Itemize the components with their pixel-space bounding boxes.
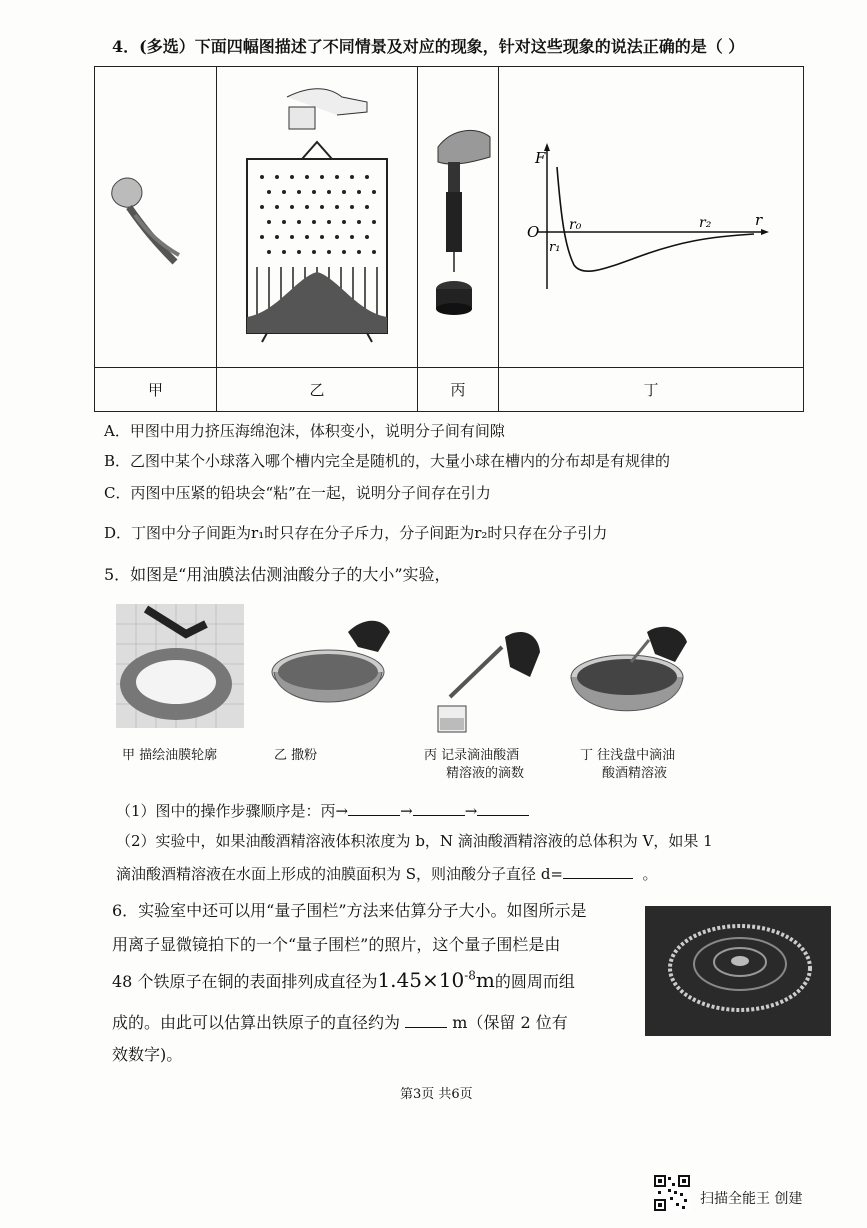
step-blank-1[interactable] xyxy=(348,801,400,816)
step-blank-3[interactable] xyxy=(477,801,529,816)
q4-figure-table xyxy=(94,66,804,412)
q6-line5: 效数字)。 xyxy=(112,1045,183,1064)
q6-line2: 用离子显微镜拍下的一个“量子围栏”的照片，这个量子围栏是由 xyxy=(112,935,561,954)
sponge-squeeze-image xyxy=(95,67,214,365)
caption-yi: 乙 xyxy=(217,368,418,412)
option-c: C．丙图中压紧的铅块会“粘”在一起，说明分子间存在引力 xyxy=(104,484,491,502)
r1-label: r₁ xyxy=(549,240,561,255)
photo-caption-jia: 甲 描绘油膜轮廓 xyxy=(122,748,218,763)
quantum-corral-photo xyxy=(645,906,831,1036)
lead-blocks-image xyxy=(418,67,496,365)
figure-yi-cell xyxy=(217,67,418,368)
option-d: D．丁图中分子间距为r₁时只存在分子斥力，分子间距为r₂时只存在分子引力 xyxy=(104,524,608,542)
option-a: A．甲图中用力挤压海绵泡沫，体积变小，说明分子间有间隙 xyxy=(104,422,505,440)
figure-ding-cell xyxy=(499,67,804,368)
r0-label: r₀ xyxy=(569,217,582,233)
r-label: r xyxy=(755,211,763,229)
force-curve xyxy=(557,167,754,271)
iron-diameter-blank[interactable] xyxy=(405,1013,447,1028)
galton-board-image xyxy=(217,67,415,365)
q5-sub1: （1）图中的操作步骤顺序是：丙→ → → xyxy=(116,800,529,821)
photo-count-drops xyxy=(430,622,542,734)
figure-jia-cell xyxy=(95,67,217,368)
photo-trace-film xyxy=(116,604,244,728)
question-5-title: 5．如图是“用油膜法估测油酸分子的大小”实验， xyxy=(104,565,451,584)
qr-code-icon xyxy=(654,1175,690,1211)
photo-sprinkle-powder xyxy=(268,612,394,728)
question-4-title: 4．(多选）下面四幅图描述了不同情景及对应的现象，针对这些现象的说法正确的是（ ） xyxy=(112,37,745,56)
caption-jia: 甲 xyxy=(95,368,217,412)
caption-bing: 丙 xyxy=(418,368,499,412)
photo-drip-solution xyxy=(567,622,695,732)
r2-label: r₂ xyxy=(699,215,712,231)
page-footer: 第3页 共6页 xyxy=(400,1087,473,1102)
f-label: F xyxy=(535,149,546,167)
photo-caption-bing: 丙 记录滴油酸酒 精溶液的滴数 xyxy=(424,748,525,781)
photo-caption-ding: 丁 往浅盘中滴油 酸酒精溶液 xyxy=(580,748,676,781)
galton-pegs xyxy=(260,175,376,254)
option-b: B．乙图中某个小球落入哪个槽内完全是随机的，大量小球在槽内的分布却是有规律的 xyxy=(104,452,671,470)
q6-line1: 6．实验室中还可以用“量子围栏”方法来估算分子大小。如图所示是 xyxy=(112,901,587,920)
q5-sub2-line1: （2）实验中，如果油酸酒精溶液体积浓度为 b，N 滴油酸酒精溶液的总体积为 V，如果 1 xyxy=(116,832,713,850)
caption-ding: 丁 xyxy=(499,368,804,412)
scanner-watermark: 扫描全能王 创建 xyxy=(700,1191,803,1207)
q6-line3: 48 个铁原子在铜的表面排列成直径为$1.45\times 10^{-8}m$的圆周而组 xyxy=(112,968,575,992)
step-blank-2[interactable] xyxy=(413,801,465,816)
q5-sub2-line2: 滴油酸酒精溶液在水面上形成的油膜面积为 S，则油酸分子直径 d= 。 xyxy=(116,865,658,883)
figure-bing-cell xyxy=(418,67,499,368)
diameter-blank[interactable] xyxy=(563,864,633,879)
photo-caption-yi: 乙 撒粉 xyxy=(274,748,318,763)
q6-line4: 成的。由此可以估算出铁原子的直径约为 m（保留 2 位有 xyxy=(112,1013,568,1032)
force-distance-graph xyxy=(499,67,786,365)
origin-label: O xyxy=(527,223,540,241)
